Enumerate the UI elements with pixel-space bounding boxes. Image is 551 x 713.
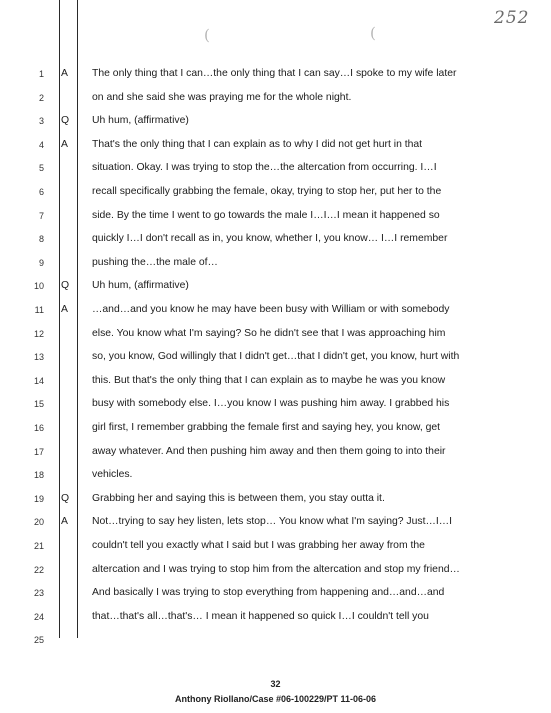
line-number: 1 (38, 69, 44, 79)
line-text: away whatever. And then pushing him away and then them going to into their (92, 445, 446, 457)
line-number: 4 (38, 139, 44, 150)
transcript-line (0, 87, 551, 109)
line-number: 16 (33, 423, 44, 433)
line-text: Not…trying to say hey listen, lets stop… You know what I'm saying? Just…I…I (92, 516, 453, 528)
line-text: on and she said she was praying me for the whole night. (92, 91, 352, 103)
line-number: 24 (33, 611, 44, 622)
stray-scan-mark: ( (370, 24, 376, 42)
transcript-line (0, 252, 551, 274)
line-number: 18 (33, 470, 44, 481)
footer-case-line: Anthony Riollano/Case #06-100229/PT 11-06-06 (174, 694, 377, 704)
speaker-label: A (61, 138, 68, 150)
transcript-line (0, 559, 551, 581)
line-number: 3 (38, 116, 44, 127)
transcript-line (0, 205, 551, 227)
line-number: 7 (38, 210, 44, 221)
speaker-label: Q (61, 115, 70, 127)
transcript-line (0, 323, 551, 345)
transcript-line (0, 181, 551, 203)
line-number: 9 (38, 257, 44, 268)
transcript-line (0, 134, 551, 156)
line-text: Grabbing her and saying this is between them, you stay outta it. (92, 492, 385, 504)
line-text: girl first, I remember grabbing the female first and saying hey, you know, get (92, 422, 441, 433)
transcript-line (0, 629, 551, 651)
line-number: 5 (38, 163, 44, 174)
transcript-line (0, 63, 551, 85)
line-text: altercation and I was trying to stop him from the altercation and stop my friend… (92, 563, 460, 575)
line-number: 11 (34, 305, 44, 315)
transcript-line (0, 417, 551, 439)
line-text: side. By the time I went to go towards the male I…I…I mean it happened so (92, 209, 440, 221)
line-text: recall specifically grabbing the female, okay, trying to stop her, put her to the (92, 186, 442, 197)
line-text: so, you know, God willingly that I didn't get…that I didn't get, you know, hurt with (92, 351, 460, 363)
line-text: …and…and you know he may have been busy with William or with somebody (92, 304, 450, 315)
speaker-label: A (61, 516, 68, 528)
transcript-line (0, 464, 551, 486)
transcript-line (0, 275, 551, 297)
line-number: 12 (33, 328, 44, 339)
transcript-line (0, 110, 551, 132)
line-number: 15 (33, 399, 44, 410)
speaker-label: Q (61, 280, 70, 292)
transcript-line (0, 393, 551, 415)
line-number: 6 (38, 187, 44, 197)
line-number: 14 (33, 375, 44, 386)
transcript-line (0, 488, 551, 510)
line-number: 22 (33, 564, 44, 575)
transcript-line (0, 228, 551, 250)
line-number: 13 (33, 352, 44, 363)
transcript-line (0, 370, 551, 392)
line-text: couldn't tell you exactly what I said but I was grabbing her away from the (92, 540, 425, 551)
line-number: 8 (38, 234, 44, 245)
speaker-label: A (61, 68, 68, 79)
transcript-line (0, 535, 551, 557)
line-number: 23 (33, 588, 44, 599)
line-number: 20 (33, 517, 44, 528)
line-text: And basically I was trying to stop everything from happening and…and…and (92, 587, 445, 599)
transcript-line (0, 606, 551, 628)
transcript-line (0, 157, 551, 179)
line-number: 19 (33, 493, 44, 504)
line-number: 10 (33, 281, 44, 292)
speaker-label: Q (61, 492, 70, 504)
speaker-label: A (61, 304, 68, 315)
transcript-line (0, 511, 551, 533)
line-text: situation. Okay. I was trying to stop the…the altercation from occurring. I…I (92, 162, 437, 174)
line-text: quickly I…I don't recall as in, you know, whether I, you know… I…I remember (92, 233, 448, 245)
line-text: That's the only thing that I can explain as to why I did not get hurt in that (92, 138, 423, 150)
transcript-line (0, 299, 551, 321)
line-number: 17 (33, 446, 44, 457)
transcript-line (0, 346, 551, 368)
line-number: 25 (33, 635, 44, 646)
line-text: that…that's all…that's… I mean it happened so quick I…I couldn't tell you (92, 610, 429, 622)
transcript-line (0, 582, 551, 604)
line-text: else. You know what I'm saying? So he didn't see that I was approaching him (92, 327, 446, 339)
line-number: 2 (38, 92, 44, 103)
handwritten-page-mark: 252 (494, 8, 530, 28)
line-text: this. But that's the only thing that I can explain as to maybe he was you know (92, 374, 446, 386)
line-number: 21 (33, 541, 44, 551)
line-text: vehicles. (92, 469, 133, 481)
line-text: pushing the…the male of… (92, 256, 218, 268)
transcript-line (0, 441, 551, 463)
line-text: The only thing that I can…the only thing that I can say…I spoke to my wife later (92, 68, 457, 79)
stray-scan-mark: ( (204, 26, 210, 44)
footer-page-number: 32 (270, 679, 281, 689)
line-text: busy with somebody else. I…you know I was pushing him away. I grabbed his (92, 398, 450, 410)
line-text: Uh hum, (affirmative) (92, 280, 189, 292)
line-text: Uh hum, (affirmative) (92, 115, 189, 127)
